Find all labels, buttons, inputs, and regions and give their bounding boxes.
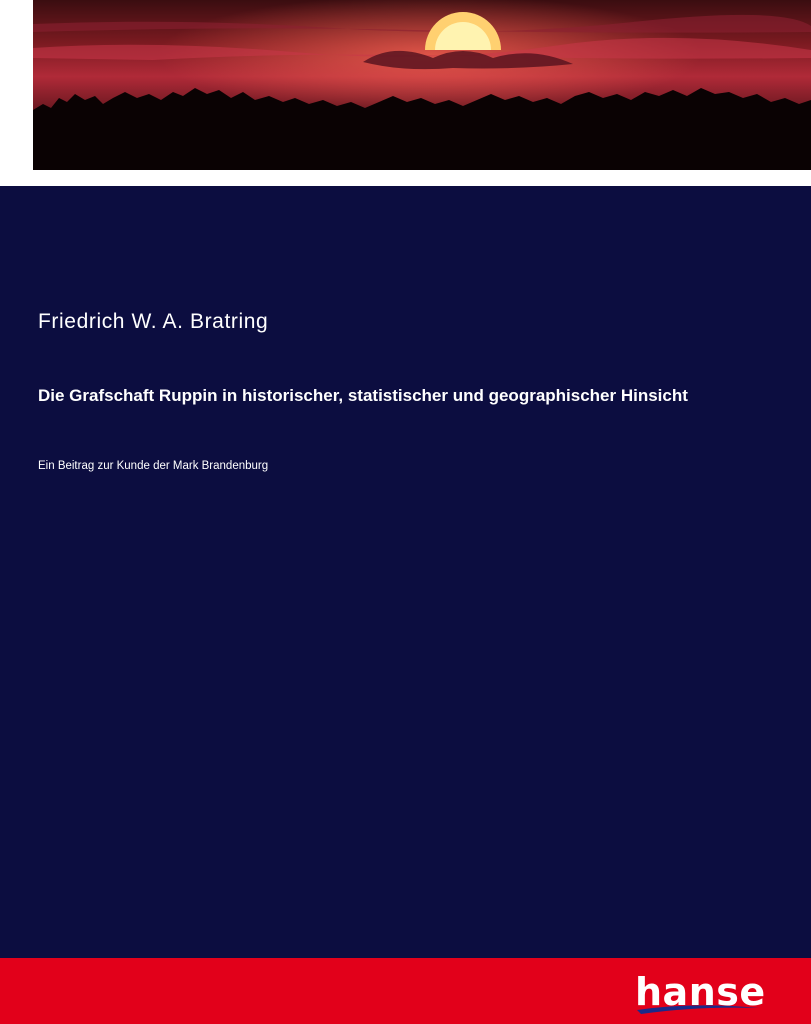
sunset-cover-image (33, 0, 811, 170)
publisher-footer-band (0, 958, 811, 1024)
swoosh-icon (633, 1000, 763, 1018)
publisher-logo (633, 968, 766, 1018)
publisher-logo-text: hanse (635, 970, 766, 1014)
book-title: Die Grafschaft Ruppin in historischer, statistischer und geographischer Hinsicht (38, 386, 688, 405)
book-subtitle: Ein Beitrag zur Kunde der Mark Brandenburg (38, 460, 269, 472)
author-name: Friedrich W. A. Bratring (38, 310, 269, 333)
cover-panel (0, 186, 811, 958)
